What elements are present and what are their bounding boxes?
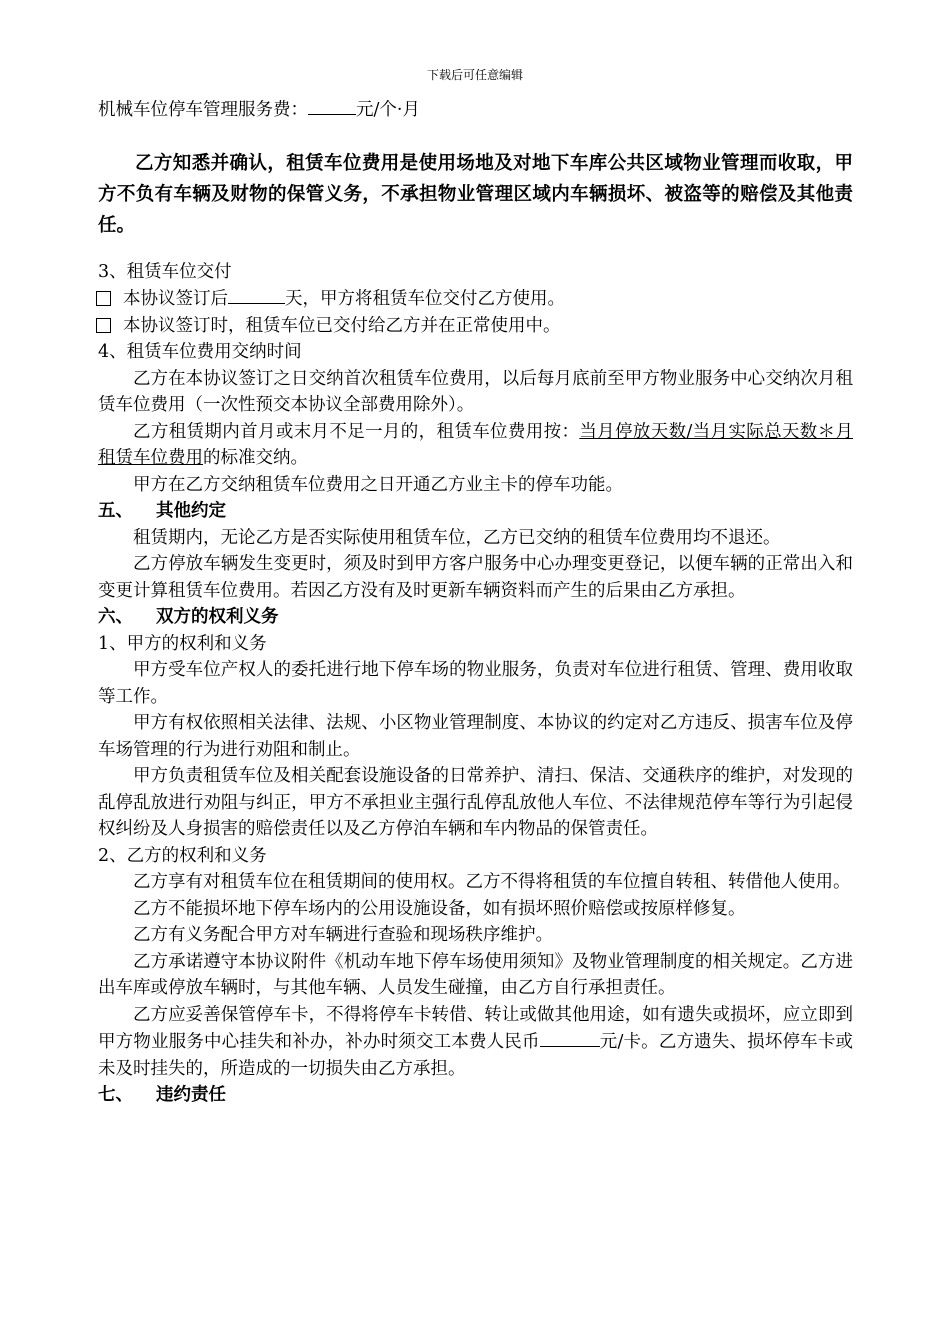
document-body [98,96,853,1109]
section6-a1: 甲方受车位产权人的委托进行地下停车场的物业服务，负责对车位进行租赁、管理、费用收取等工作。 [98,660,853,707]
section6-sub1: 1、甲方的权利和义务 [98,633,267,654]
notice-paragraph: 乙方知悉并确认，租赁车位费用是使用场地及对地下车库公共区域物业管理而收取，甲方不负有车辆及财物的保管义务，不承担物业管理区域内车辆损坏、被盗等的赔偿及其他责任。 [98,152,853,236]
section6-sub2: 2、乙方的权利和义务 [98,845,267,866]
section6-b5-a: 乙方应妥善保管停车卡，不得将停车卡转借、转让或做其他用途，如有遗失或损坏，应立即到甲方物业服务中心挂失和补办，补办时须交工本费人民币 [98,1004,853,1052]
item4-para3: 甲方在乙方交纳租赁车位费用之日开通乙方业主卡的停车功能。 [133,474,623,495]
item3-option1 [96,285,853,313]
checkbox-option2[interactable] [96,318,111,333]
fee-line [98,96,853,124]
section7-title: 违约责任 [156,1085,226,1105]
card-fee-blank[interactable] [540,1028,600,1047]
item3-option2 [96,313,853,340]
section6-b4: 乙方承诺遵守本协议附件《机动车地下停车场使用须知》及物业管理制度的相关规定。乙方进出车库或停放车辆时，与其他车辆、人员发生碰撞，由乙方自行承担责任。 [98,951,853,998]
section6-number: 六、 [98,607,133,627]
section6-title: 双方的权利义务 [156,607,279,627]
item3-title: 3、租赁车位交付 [98,261,232,282]
item4-p2-b: 的标准交纳。 [203,448,308,468]
item3-opt2-text: 本协议签订时，租赁车位已交付给乙方并在正常使用中。 [123,315,561,336]
item4-p2-formula: 当月停放天数/当月实际总天数＊月租赁车位费用 [98,421,853,468]
section5-heading [98,498,853,525]
section6-a3: 甲方负责租赁车位及相关配套设施设备的日常养护、清扫、保洁、交通秩序的维护，对发现的乱停乱放进行劝阻与纠正，甲方不承担业主强行乱停乱放他人车位、不法律规范停车等行为引起侵权纠纷及人身损害的赔偿责任以及乙方停泊车辆和车内物品的保管责任。 [98,766,853,839]
item3-opt1-text-a: 本协议签订后 [123,289,228,309]
fee-label: 机械车位停车管理服务费： [98,100,308,120]
item3-opt1-text-b: 天，甲方将租赁车位交付乙方使用。 [285,289,565,309]
section5-number: 五、 [98,501,133,521]
section5-para2: 乙方停放车辆发生变更时，须及时到甲方客户服务中心办理变更登记，以便车辆的正常出入和变更计算租赁车位费用。若因乙方没有及时更新车辆资料而产生的后果由乙方承担。 [98,554,853,601]
item4-para1: 乙方在本协议签订之日交纳首次租赁车位费用，以后每月底前至甲方物业服务中心交纳次月租赁车位费用（一次性预交本协议全部费用除外）。 [98,368,853,415]
section7-heading [98,1082,853,1109]
item4-p2-a: 乙方租赁期内首月或末月不足一月的，租赁车位费用按： [133,421,580,442]
section6-a2: 甲方有权依照相关法律、法规、小区物业管理制度、本协议的约定对乙方违反、损害车位及停车场管理的行为进行劝阻和制止。 [98,713,853,760]
section6-b2: 乙方不能损坏地下停车场内的公用设施设备，如有损坏照价赔偿或按原样修复。 [133,898,746,919]
section6-b5 [98,1002,853,1083]
section5-title: 其他约定 [156,501,226,521]
section5-para1: 租赁期内，无论乙方是否实际使用租赁车位，乙方已交纳的租赁车位费用均不退还。 [133,527,781,548]
header-note: 下载后可任意编辑 [426,68,523,82]
section6-b1: 乙方享有对租赁车位在租赁期间的使用权。乙方不得将租赁的车位擅自转租、转借他人使用。 [133,872,851,892]
item4-para2 [98,419,853,472]
item4-title: 4、租赁车位费用交纳时间 [98,342,302,362]
section6-b3: 乙方有义务配合甲方对车辆进行查验和现场秩序维护。 [133,925,553,945]
checkbox-option1[interactable] [96,291,111,306]
section6-heading [98,604,853,631]
days-blank[interactable] [228,285,285,304]
section7-number: 七、 [98,1085,133,1105]
fee-amount-blank[interactable] [308,96,356,115]
section6-b5-b: 元/卡。乙方遗失、损坏停车卡或未及时挂失的，所造成的一切损失由乙方承担。 [98,1032,853,1079]
fee-unit: 元/个·月 [356,100,420,120]
